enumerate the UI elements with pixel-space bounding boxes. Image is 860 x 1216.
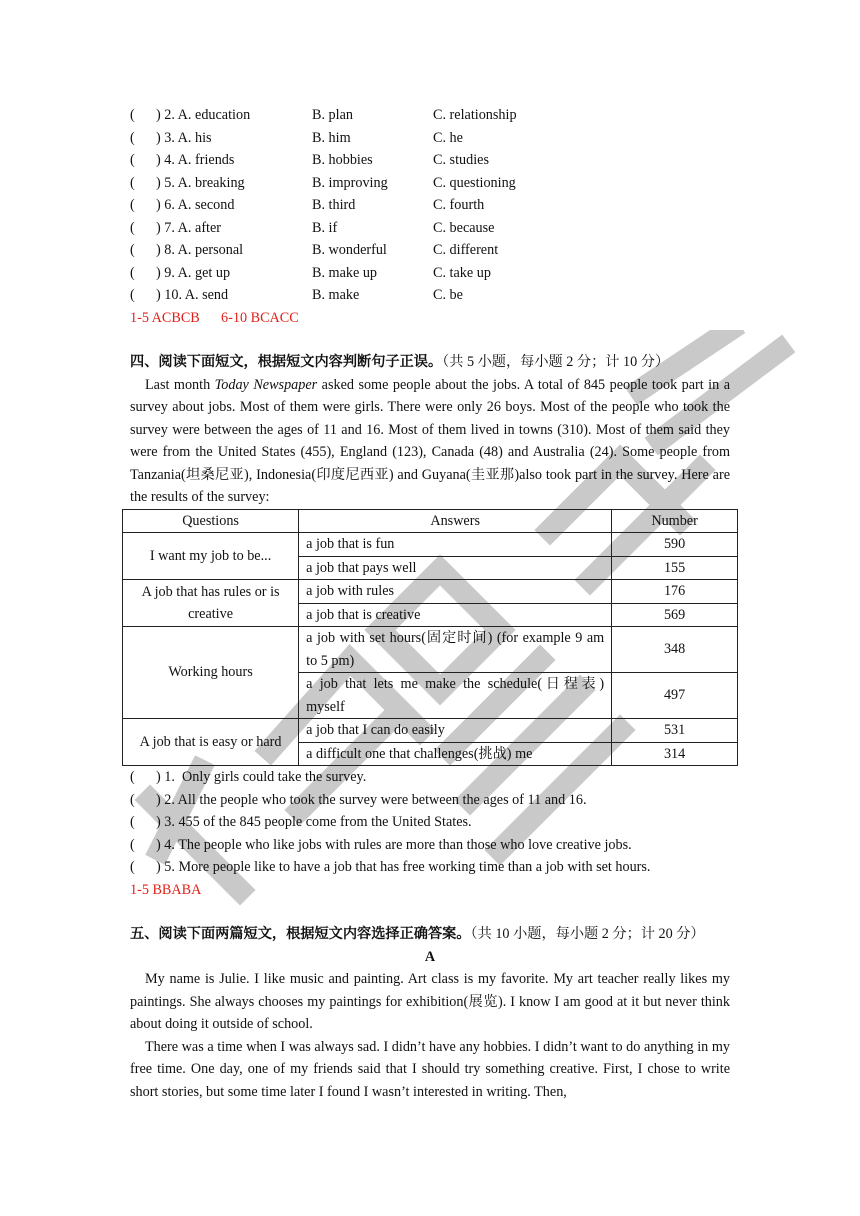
answer-cell: a job that pays well <box>299 556 612 580</box>
passage-rest: asked some people about the jobs. A total of 845 people took part in a survey about jobs. Most of them were girls. There were only 26 boys. Most of the people who took the survey were between the ages of 11 and 16. Most of them lived in towns (310). Most of them said they were from the United States (455), England (123), Canada (48) and Australia (24). Some people from Tanzania(坦桑尼亚), Indonesia(印度尼西亚) and Guyana(圭亚那)also took part in the survey. Here are the results of the survey: <box>130 376 731 505</box>
number-cell: 155 <box>612 556 738 580</box>
statement-item: ( ) 3. 455 of the 845 people come from the United States. <box>130 814 472 830</box>
option-a: ( ) 9. A. get up <box>130 264 231 281</box>
number-cell: 497 <box>612 673 738 719</box>
answer-cell: a job that lets me make the schedule(日程表) myself <box>299 673 612 719</box>
answer-cell: a difficult one that challenges(挑战) me <box>299 742 612 766</box>
option-row <box>130 127 730 150</box>
option-c: C. he <box>433 129 463 146</box>
option-a: ( ) 7. A. after <box>130 219 222 236</box>
statement-item: ( ) 2. All the people who took the survey were between the ages of 11 and 16. <box>130 791 587 808</box>
options-list <box>130 104 730 307</box>
question-cell: Working hours <box>123 627 299 719</box>
section5-title: 五、阅读下面两篇短文，根据短文内容选择正确答案。 <box>130 926 471 942</box>
option-b: B. hobbies <box>312 152 373 168</box>
section5-passage <box>130 968 730 1103</box>
option-a: ( ) 8. A. personal <box>130 242 244 258</box>
option-a: ( ) 2. A. education <box>130 107 251 123</box>
table-header-row <box>123 509 738 533</box>
option-row <box>130 262 730 285</box>
option-c: C. different <box>433 242 499 258</box>
option-b: B. improving <box>312 174 388 191</box>
answer-key-1: 1-5 ACBCB 6-10 BCACC <box>130 309 299 326</box>
answer-cell: a job that is fun <box>299 533 612 557</box>
option-c: C. relationship <box>433 107 517 123</box>
section5-heading <box>130 923 730 946</box>
option-row <box>130 239 730 262</box>
option-a: ( ) 10. A. send <box>130 287 229 303</box>
question-cell: A job that is easy or hard <box>123 719 299 766</box>
passage-start: Last month <box>145 376 215 393</box>
statement-item: ( ) 4. The people who like jobs with rules are more than those who love creative jobs. <box>130 836 632 853</box>
section4-note: （共 5 小题，每小题 2 分；计 10 分） <box>442 354 670 370</box>
option-row <box>130 217 730 240</box>
answer-key-2: 1-5 BBABA <box>130 881 202 898</box>
answer-cell: a job that I can do easily <box>299 719 612 743</box>
passage-paragraph: My name is Julie. I like music and painting. Art class is my favorite. My art teacher really likes my paintings. She always chooses my paintings for exhibition(展览). I know I am good at it but never think about doing it outside of school. <box>130 971 730 1032</box>
option-c: C. take up <box>433 264 491 281</box>
table-header-cell: Number <box>612 509 738 533</box>
option-row <box>130 149 730 172</box>
option-c: C. questioning <box>433 174 516 191</box>
option-b: B. make <box>312 287 360 303</box>
number-cell: 314 <box>612 742 738 766</box>
statement-item: ( ) 1. Only girls could take the survey. <box>130 769 367 785</box>
section4-heading <box>130 351 730 374</box>
number-cell: 590 <box>612 533 738 557</box>
option-b: B. wonderful <box>312 242 387 258</box>
passage-label: A <box>424 948 436 965</box>
option-c: C. because <box>433 219 495 236</box>
number-cell: 348 <box>612 627 738 673</box>
worksheet-page <box>130 104 730 1103</box>
table-row <box>123 533 738 557</box>
table-header-cell: Answers <box>299 509 612 533</box>
option-row <box>130 284 730 307</box>
option-row <box>130 172 730 195</box>
table-row <box>123 719 738 743</box>
option-b: B. make up <box>312 264 378 281</box>
survey-table <box>122 509 738 767</box>
table-header-cell: Questions <box>123 509 299 533</box>
option-c: C. be <box>433 287 463 303</box>
option-b: B. him <box>312 129 351 146</box>
passage-paragraph: There was a time when I was always sad. I didn’t have any hobbies. I didn’t want to do anything in my free time. One day, one of my friends said that I should try something creative. First, I chose to write short stories, but some time later I found I wasn’t interested in writing. Then, <box>130 1038 730 1100</box>
section4-title: 四、阅读下面短文，根据短文内容判断句子正误。 <box>130 354 443 370</box>
option-a: ( ) 5. A. breaking <box>130 174 245 191</box>
question-cell: I want my job to be... <box>123 533 299 580</box>
answer-cell: a job that is creative <box>299 603 612 627</box>
section5-note: （共 10 小题，每小题 2 分；计 20 分） <box>470 926 705 942</box>
option-a: ( ) 4. A. friends <box>130 152 235 168</box>
option-c: C. studies <box>433 152 489 168</box>
question-cell: A job that has rules or is creative <box>123 580 299 627</box>
answer-cell: a job with set hours(固定时间) (for example 9 am to 5 pm) <box>299 627 612 673</box>
option-c: C. fourth <box>433 197 485 213</box>
true-false-statements <box>130 766 730 879</box>
option-a: ( ) 3. A. his <box>130 129 212 146</box>
option-b: B. plan <box>312 107 353 123</box>
table-row <box>123 627 738 673</box>
number-cell: 569 <box>612 603 738 627</box>
newspaper-title: Today Newspaper <box>214 376 318 393</box>
option-row <box>130 104 730 127</box>
number-cell: 176 <box>612 580 738 604</box>
answer-cell: a job with rules <box>299 580 612 604</box>
option-row <box>130 194 730 217</box>
table-row <box>123 580 738 604</box>
option-b: B. third <box>312 197 356 213</box>
number-cell: 531 <box>612 719 738 743</box>
statement-item: ( ) 5. More people like to have a job that has free working time than a job with set hours. <box>130 859 651 875</box>
option-b: B. if <box>312 219 338 236</box>
section4-passage <box>130 374 730 509</box>
option-a: ( ) 6. A. second <box>130 197 235 213</box>
